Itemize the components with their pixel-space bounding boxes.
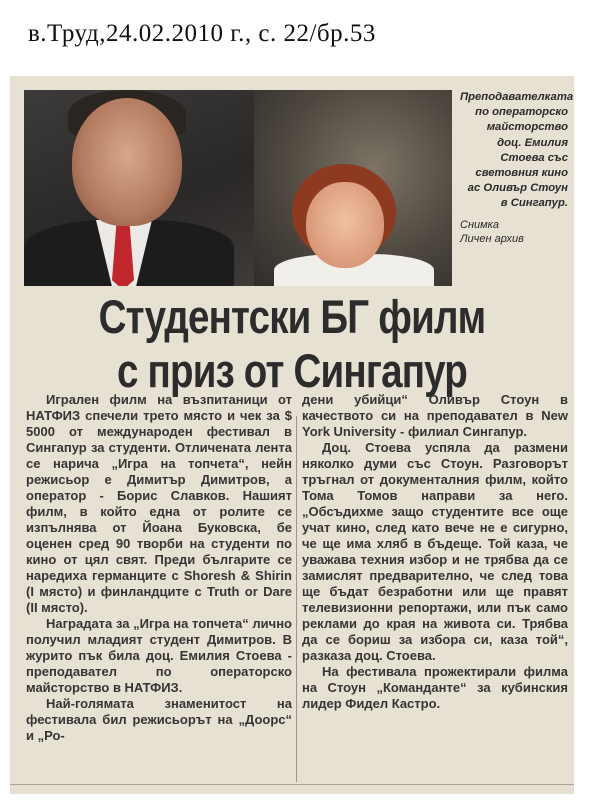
bottom-rule: [10, 784, 574, 785]
headline-line-2: с приз от Сингапур: [117, 344, 467, 397]
photo-credit-line-2: Личен архив: [460, 232, 524, 245]
paragraph: Игрален филм на възпитаници от НАТФИЗ спечели трето място и чек за $ 5000 от международен фестивал в Сингапур за студенти. Отличената лента се нарича „Игра на топчета“, нейн режисьор е Димитър Димитров, а оператор - Борис Славков. Нашият филм, в който една от ролите се изпълнява от Йоана Буковска, бе оценен сред 90 творби на студенти по кино от цял свят. Преди българите се нарeдиха германците с Shoresh & Shirin (I място) и финландците с Truth or Dare (II място).: [26, 392, 292, 615]
article-photo: [24, 90, 452, 286]
column-divider: [296, 416, 297, 782]
article-headline: [10, 290, 574, 408]
article-column-right: [302, 392, 568, 787]
caption-text: Преподавателката по операторско майсторство доц. Емилия Стоева със световния кино ас Оливър Стоун в Сингапур.: [460, 91, 574, 210]
paragraph: Наградата за „Игра на топчета“ лично получил младият студент Димитров. В журито пък била доц. Емилия Стоева - преподавател по операторско майсторство в НАТФИЗ.: [26, 616, 292, 695]
paragraph: Доц. Стоева успяла да размени няколко думи със Стоун. Разговорът тръгнал от документалния филм, който Тома Томов направи за него. „Обсъдихме защо студентите все още учат кино, след като вече не е сигурно, че ще има хляб в бъдеще. Той каза, че уважава техния избор и не трябва да се замислят предварително, че след това ще бъдат безработни или ще правят телевизионни репортажи, или пък само реклами до края на живота си. Трябва да се бориш за избора си, каза той“, разказа доц. Стоева.: [302, 440, 568, 663]
paragraph: На фестивала прожектирали филма на Стоун „Команданте“ за кубинския лидер Фидел Кастро.: [302, 664, 568, 711]
photo-credit-line-1: Снимка: [460, 218, 499, 231]
paragraph: Най-голямата знаменитост на фестивала бил режисьорът на „Доорс“ и „Ро-: [26, 696, 292, 743]
source-line: в.Труд,24.02.2010 г., с. 22/бр.53: [28, 20, 376, 47]
photo-caption: [460, 90, 574, 286]
newspaper-clipping: [10, 76, 574, 794]
photo-credit: [460, 218, 568, 246]
article-column-left: [26, 392, 292, 787]
paragraph: дени убийци“ Оливър Стоун в качеството си на преподавател в New York University - филиал Сингапур.: [302, 392, 568, 439]
headline-line-1: Студентски БГ филм: [98, 290, 486, 343]
